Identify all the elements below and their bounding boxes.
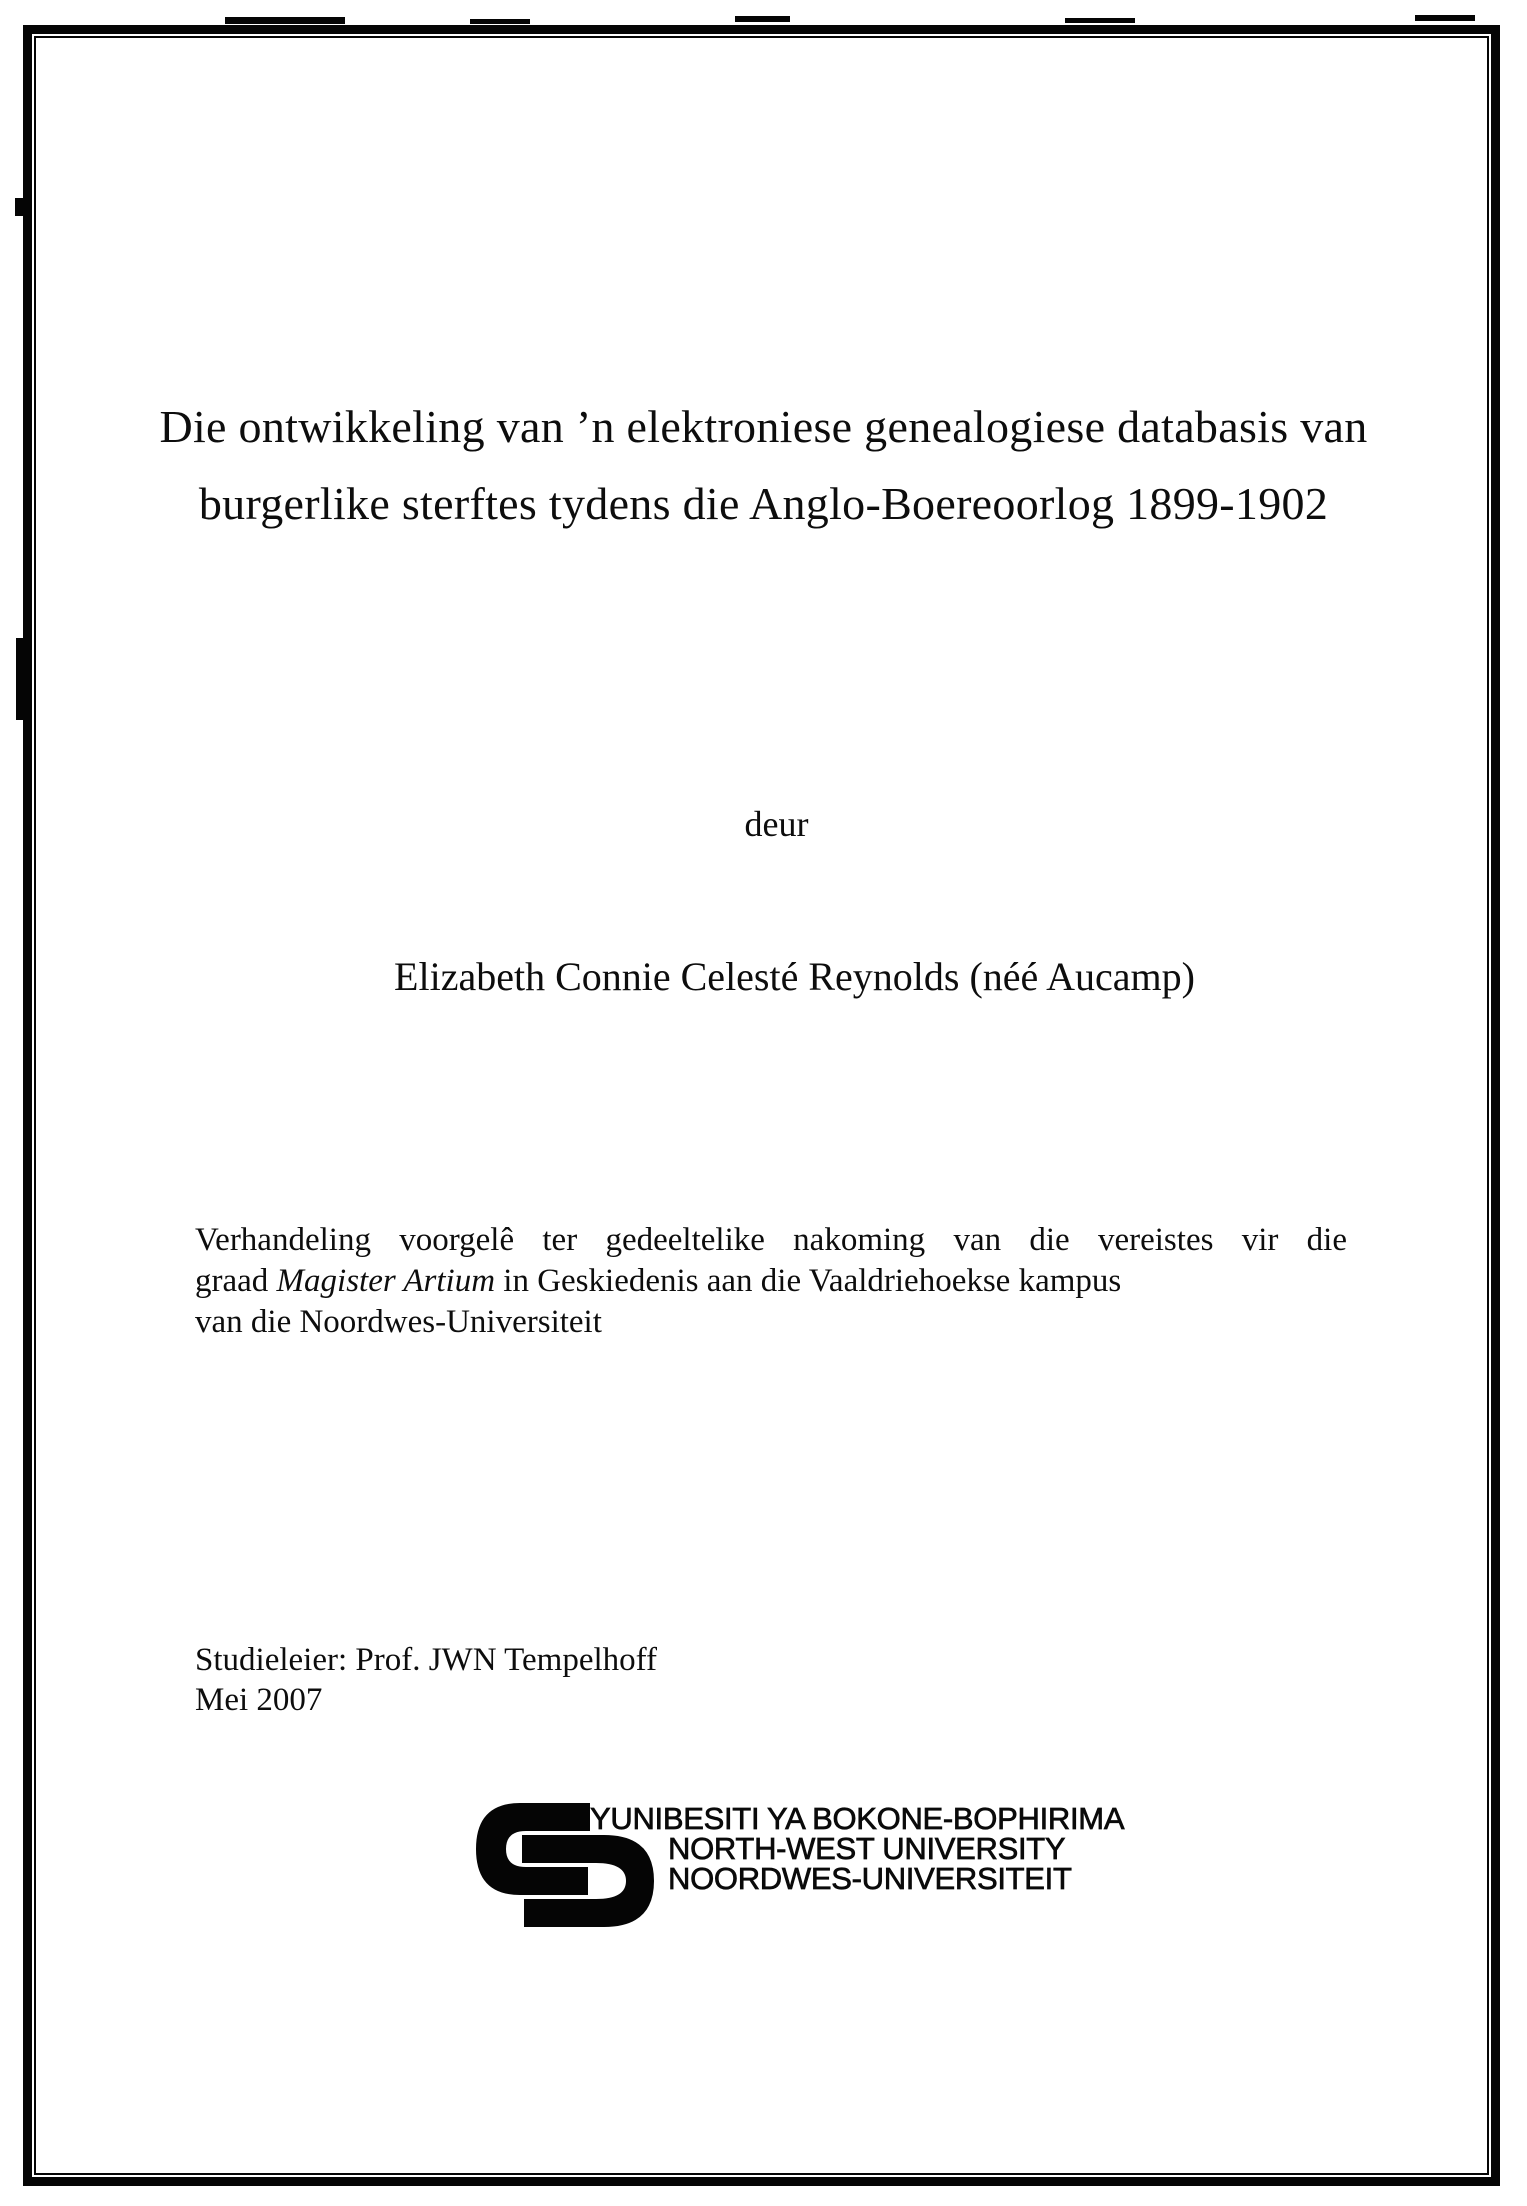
scan-artifact [16, 638, 28, 720]
scan-artifact [1065, 18, 1135, 23]
scan-artifact [1415, 15, 1475, 21]
supervisor-block [195, 1640, 657, 1720]
supervisor-line: Studieleier: Prof. JWN Tempelhoff [195, 1642, 658, 1678]
degree-statement-line-3: van die Noordwes-Universiteit [195, 1304, 602, 1340]
scan-artifact [470, 19, 530, 24]
logo-text-line-3: NOORDWES-UNIVERSITEIT [668, 1861, 1072, 1896]
degree-name-italic: Magister Artium [276, 1263, 496, 1299]
degree-statement [195, 1220, 1347, 1343]
university-logo [468, 1799, 1125, 1939]
degree-statement-line-2-post: in Geskiedenis aan die Vaaldriehoekse kampus [495, 1263, 1122, 1299]
scan-artifact [225, 17, 345, 24]
university-logo-text [590, 1801, 1125, 1896]
thesis-title-line-2: burgerlike sterftes tydens die Anglo-Boereoorlog 1899-1902 [198, 478, 1329, 529]
scan-artifact [15, 198, 24, 216]
logo-text-line-1: YUNIBESITI YA BOKONE-BOPHIRIMA [590, 1801, 1125, 1836]
author-name: Elizabeth Connie Celesté Reynolds (néé Aucamp) [394, 954, 1195, 999]
date-line: Mei 2007 [195, 1682, 323, 1718]
byline-deur: deur [744, 804, 809, 844]
logo-text-line-2: NORTH-WEST UNIVERSITY [668, 1831, 1066, 1866]
scan-artifact [735, 16, 790, 22]
degree-statement-line-2-pre: graad [195, 1263, 277, 1299]
thesis-title [0, 388, 1527, 542]
degree-statement-line-2 [195, 1261, 1347, 1302]
degree-statement-line-1: Verhandeling voorgelê ter gedeeltelike nakoming van die vereistes vir die [195, 1222, 1347, 1258]
thesis-title-line-1: Die ontwikkeling van ’n elektroniese genealogiese databasis van [159, 401, 1368, 452]
